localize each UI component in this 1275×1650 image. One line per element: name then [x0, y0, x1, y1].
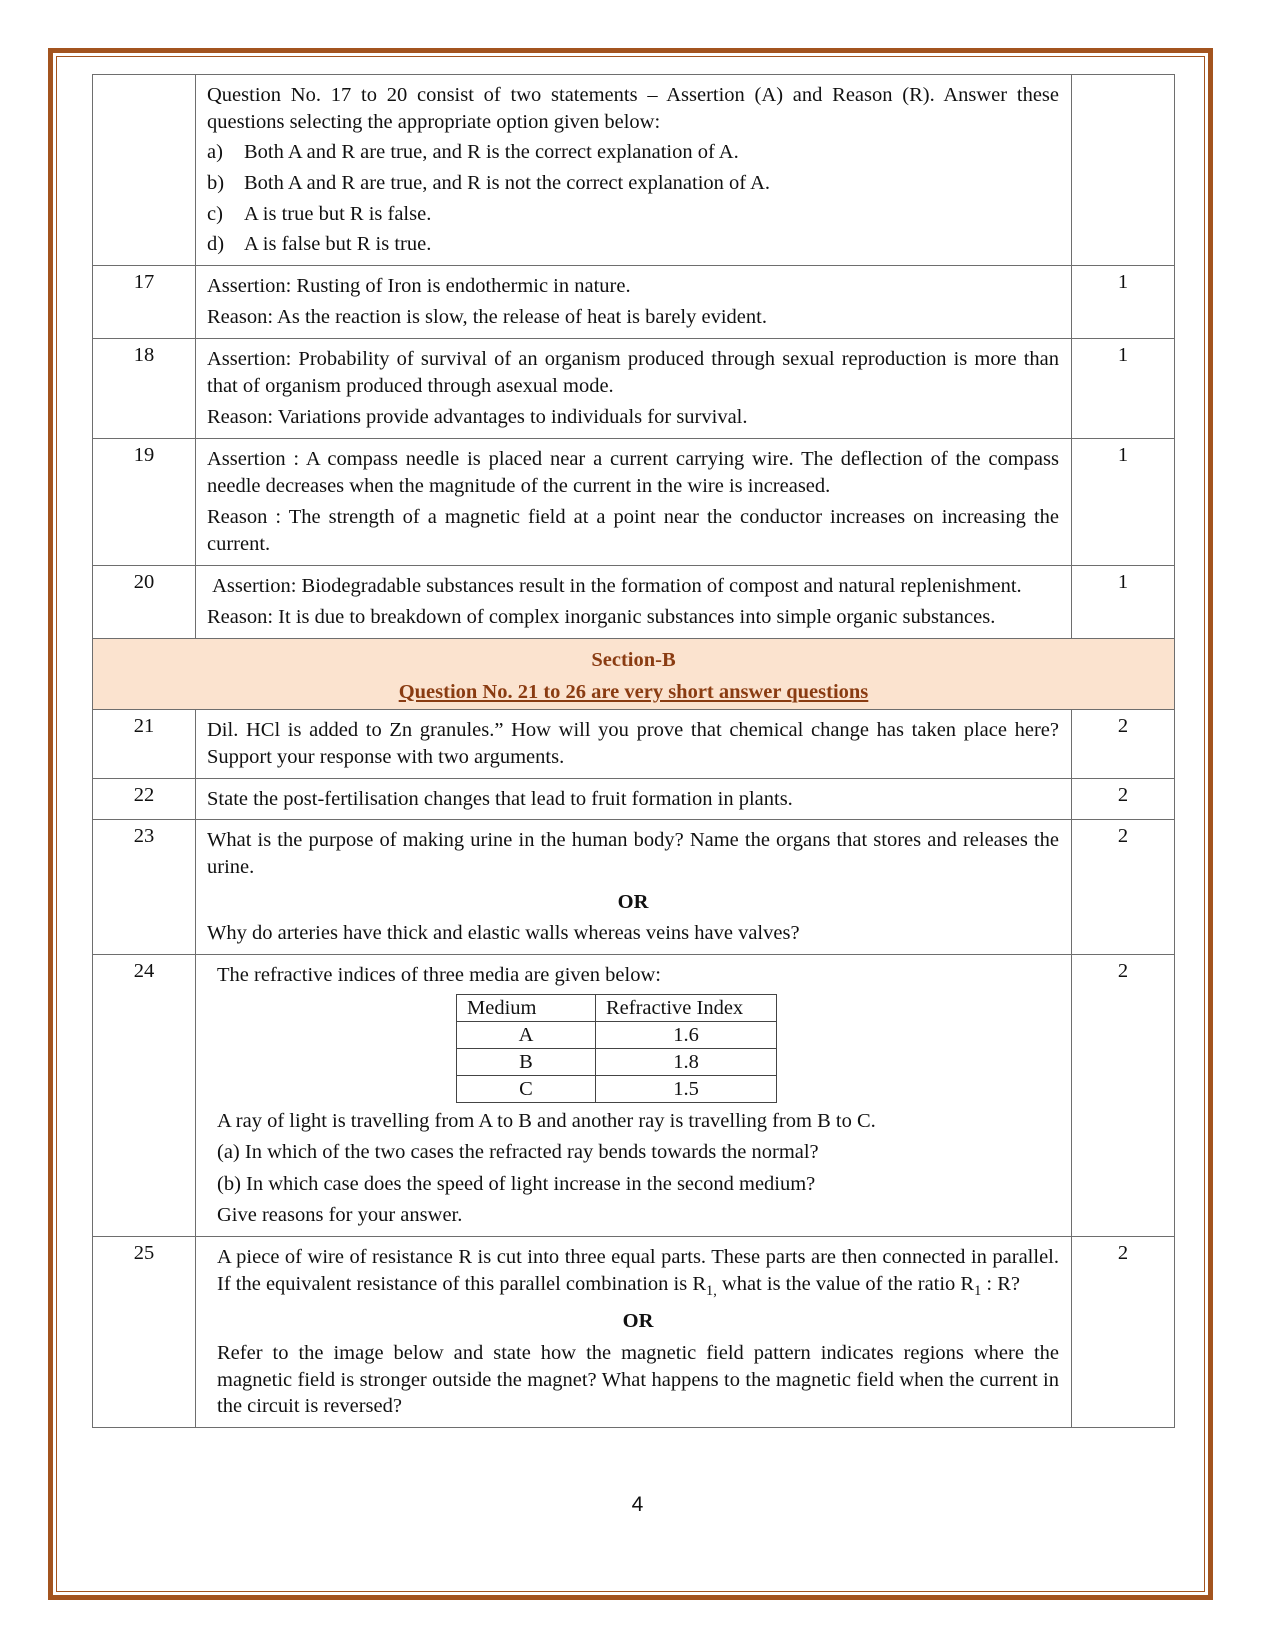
marks-cell: 1	[1072, 339, 1175, 439]
subscript: 1	[974, 1282, 982, 1299]
assertion-text: Assertion: Biodegradable substances result in the formation of compost and natural replenishment.	[207, 574, 1022, 597]
question-text: State the post-fertilisation changes that lead to fruit formation in plants.	[207, 787, 793, 810]
marks-cell: 1	[1072, 439, 1175, 566]
table-cell-index: 1.5	[596, 1075, 777, 1102]
table-row	[457, 1021, 777, 1048]
question-body	[196, 339, 1072, 439]
question-number	[93, 75, 196, 266]
alternate-question-text: Refer to the image below and state how the magnetic field pattern indicates regions where the magnetic field is stronger outside the magnet? What happens to the magnetic field when the current in the circuit is reversed?	[217, 1342, 1059, 1418]
question-part-a: (a) In which of the two cases the refracted ray bends towards the normal?	[217, 1141, 819, 1164]
question-number: 25	[93, 1237, 196, 1428]
option-c	[207, 201, 1059, 228]
question-body	[196, 710, 1072, 778]
table-cell-medium: C	[457, 1075, 596, 1102]
assertion-text: Assertion: Rusting of Iron is endothermic in nature.	[207, 274, 631, 297]
instructions-row	[93, 75, 1175, 266]
section-subtitle: Question No. 21 to 26 are very short answer questions	[398, 680, 869, 703]
question-row-25	[93, 1237, 1175, 1428]
question-number: 18	[93, 339, 196, 439]
section-b-header	[93, 638, 1175, 710]
marks-cell: 2	[1072, 778, 1175, 820]
question-body	[196, 1237, 1072, 1428]
refractive-index-table	[456, 994, 777, 1103]
question-text-part: : R?	[981, 1272, 1020, 1295]
question-row-20	[93, 565, 1175, 638]
page-number: 4	[631, 1493, 644, 1516]
question-body	[196, 820, 1072, 955]
option-letter: d)	[207, 233, 225, 256]
question-row-18	[93, 339, 1175, 439]
marks-cell: 1	[1072, 265, 1175, 338]
reason-text: Reason: It is due to breakdown of complex inorganic substances into simple organic substances.	[207, 606, 996, 629]
question-text: What is the purpose of making urine in the human body? Name the organs that stores and releases the urine.	[207, 829, 1059, 878]
marks-cell: 2	[1072, 1237, 1175, 1428]
option-text: Both A and R are true, and R is the correct explanation of A.	[244, 141, 739, 164]
question-body	[196, 265, 1072, 338]
question-text-part: A piece of wire of resistance R is cut into three equal parts. These parts are then connected in parallel. If the equivalent resistance of this parallel combination is R	[217, 1246, 1059, 1295]
question-body	[196, 954, 1072, 1236]
instructions	[196, 75, 1072, 266]
reason-text: Reason : The strength of a magnetic field at a point near the conductor increases on increasing the current.	[207, 506, 1059, 555]
option-letter: c)	[207, 202, 223, 225]
question-number: 19	[93, 439, 196, 566]
option-text: A is true but R is false.	[244, 202, 432, 225]
marks-cell: 1	[1072, 565, 1175, 638]
option-a	[207, 139, 1059, 166]
reason-text: Reason: As the reaction is slow, the release of heat is barely evident.	[207, 306, 767, 329]
question-part-b: (b) In which case does the speed of light increase in the second medium?	[217, 1172, 816, 1195]
question-line: A ray of light is travelling from A to B and another ray is travelling from B to C.	[217, 1109, 876, 1132]
question-row-24	[93, 954, 1175, 1236]
question-row-19	[93, 439, 1175, 566]
table-header-medium: Medium	[457, 994, 596, 1021]
table-header-row	[457, 994, 777, 1021]
question-body	[196, 565, 1072, 638]
marks-cell	[1072, 75, 1175, 266]
table-cell-medium: B	[457, 1048, 596, 1075]
table-cell-index: 1.8	[596, 1048, 777, 1075]
question-row-23	[93, 820, 1175, 955]
question-row-17	[93, 265, 1175, 338]
question-number: 23	[93, 820, 196, 955]
question-number: 20	[93, 565, 196, 638]
question-intro: The refractive indices of three media are given below:	[217, 963, 661, 986]
table-row	[457, 1075, 777, 1102]
subscript: 1,	[706, 1282, 717, 1299]
question-body	[196, 778, 1072, 820]
reason-text: Reason: Variations provide advantages to individuals for survival.	[207, 406, 748, 429]
questions-table	[92, 74, 1175, 1428]
marks-cell: 2	[1072, 710, 1175, 778]
question-text	[217, 1244, 1059, 1300]
instructions-text: Question No. 17 to 20 consist of two statements – Assertion (A) and Reason (R). Answer these questions selecting the appropriate option given below:	[207, 84, 1059, 133]
question-number: 17	[93, 265, 196, 338]
question-number: 24	[93, 954, 196, 1236]
marks-cell: 2	[1072, 954, 1175, 1236]
question-row-22	[93, 778, 1175, 820]
or-divider: OR	[617, 890, 649, 913]
table-row	[457, 1048, 777, 1075]
assertion-text: Assertion: Probability of survival of an organism produced through sexual reproduction is more than that of organism produced through asexual mode.	[207, 348, 1059, 397]
alternate-question-text: Why do arteries have thick and elastic walls whereas veins have valves?	[207, 922, 800, 945]
table-cell-medium: A	[457, 1021, 596, 1048]
section-b-row	[93, 638, 1175, 710]
assertion-text: Assertion : A compass needle is placed near a current carrying wire. The deflection of the compass needle decreases when the magnitude of the current in the wire is increased.	[207, 448, 1059, 497]
section-title: Section-B	[591, 648, 676, 671]
question-row-21	[93, 710, 1175, 778]
question-closing: Give reasons for your answer.	[217, 1204, 463, 1227]
option-d	[207, 231, 1059, 258]
marks-cell: 2	[1072, 820, 1175, 955]
table-cell-index: 1.6	[596, 1021, 777, 1048]
option-text: Both A and R are true, and R is not the correct explanation of A.	[244, 171, 771, 194]
or-divider: OR	[622, 1310, 654, 1333]
question-text: Dil. HCl is added to Zn granules.” How will you prove that chemical change has taken place here? Support your response with two arguments.	[207, 719, 1059, 769]
question-text-part: what is the value of the ratio R	[716, 1272, 975, 1295]
option-b	[207, 170, 1059, 197]
question-number: 21	[93, 710, 196, 778]
option-text: A is false but R is true.	[244, 233, 432, 256]
question-body	[196, 439, 1072, 566]
question-number: 22	[93, 778, 196, 820]
option-letter: b)	[207, 171, 225, 194]
table-header-index: Refractive Index	[596, 994, 777, 1021]
option-letter: a)	[207, 141, 223, 164]
